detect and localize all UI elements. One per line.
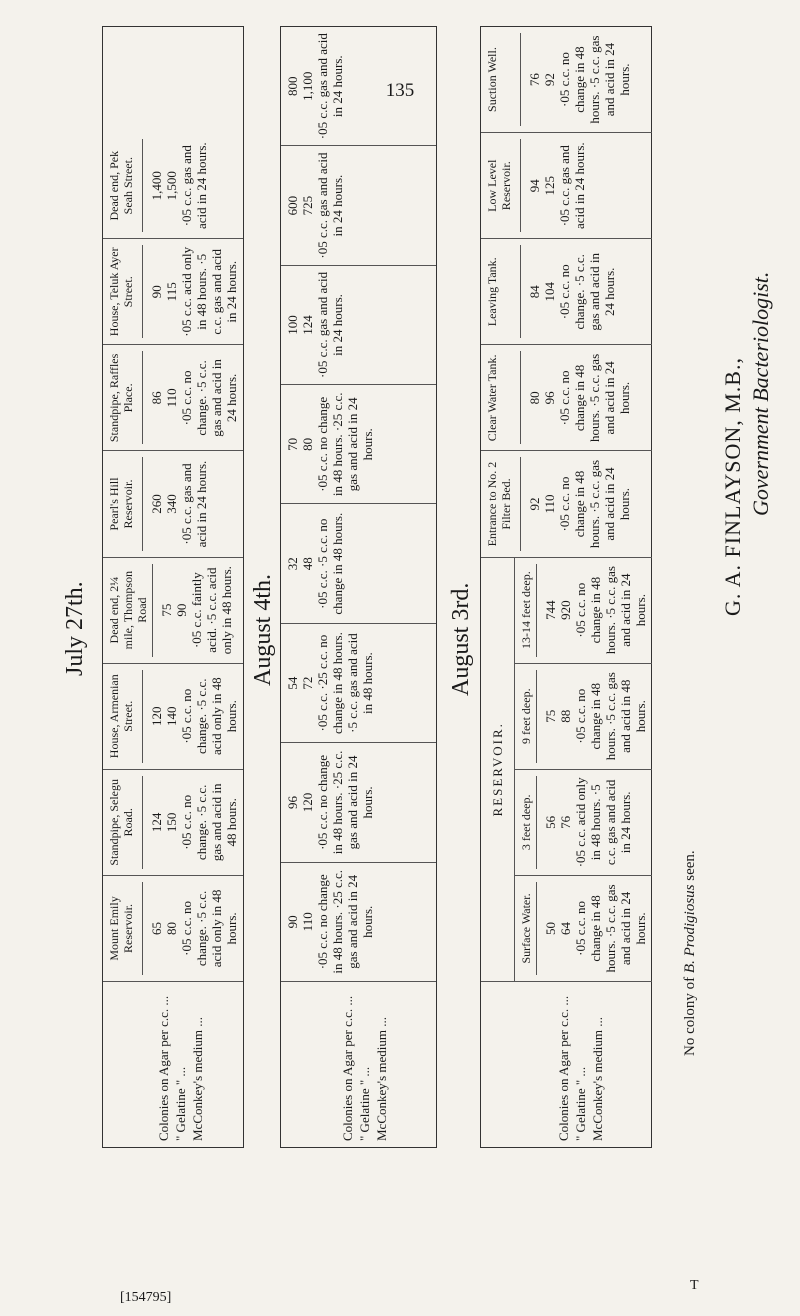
row-labels [103, 982, 243, 1147]
table-july-27 [102, 26, 244, 1148]
aug4-column-2 [281, 743, 436, 862]
gelatine-count: 110 [164, 388, 179, 408]
mcconkey-result: ·05 c.c. no change in 48 hours. ·5 c.c. gas and acid in 24 hours. [573, 566, 648, 655]
page-number: 135 [385, 80, 415, 101]
column-head: House, Teluk Ayer Street. [107, 245, 143, 338]
gelatine-count: 124 [300, 315, 315, 335]
aug4-column-1 [281, 863, 436, 982]
corner-mark: T [690, 1278, 699, 1293]
aug4-column-7 [281, 146, 436, 265]
mcconkey-result: ·05 c.c. no change in 48 hours. ·5 c.c. gas and acid in 24 hours. [557, 459, 632, 549]
gelatine-count: 90 [174, 603, 189, 617]
gelatine-count: 1,500 [164, 171, 179, 201]
gelatine-count: 140 [164, 706, 179, 726]
column-raffles-place [103, 345, 243, 451]
mcconkey-result: ·05 c.c. ·25 c.c. no change in 48 hours. ·5 c.c. gas and acid in 48 hours. [315, 632, 375, 734]
aug4-column-3 [281, 624, 436, 743]
gelatine-count: 125 [542, 175, 557, 196]
row-label-gelatine: " Gelatine " ... [357, 1066, 372, 1141]
agar-count: 50 [543, 921, 558, 935]
mcconkey-result: ·05 c.c. no change in 48 hours. ·5 c.c. gas and acid in 24 hours. [557, 353, 632, 442]
date-august-3: August 3rd. [448, 582, 474, 696]
agar-count: 76 [527, 73, 542, 87]
gelatine-count: 96 [542, 391, 557, 405]
mcconkey-result: ·05 c.c. gas and acid in 24 hours. [557, 142, 587, 230]
column-filter-bed-entrance [481, 451, 652, 557]
date-july-27: July 27th. [62, 581, 88, 676]
agar-count: 124 [149, 812, 164, 833]
mcconkey-result: ·05 c.c. no change in 48 hours. ·5 c.c. gas and acid in 24 hours. [573, 884, 648, 973]
row-labels [481, 982, 652, 1147]
mcconkey-result: ·05 c.c. gas and acid in 24 hours. [315, 33, 345, 140]
gelatine-count: 110 [542, 494, 557, 514]
column-low-level-reservoir [481, 133, 652, 239]
column-leaving-tank [481, 239, 652, 345]
table-august-3 [480, 26, 652, 1148]
table-august-4 [280, 26, 437, 1148]
column-surface-water [515, 876, 652, 982]
gelatine-count: 920 [558, 600, 573, 620]
row-label-gelatine: " Gelatine " ... [173, 1066, 188, 1141]
column-armenian-street [103, 664, 243, 770]
mcconkey-result: ·05 c.c. ·5 c.c. no change in 48 hours. [315, 512, 345, 615]
agar-count: 800 [285, 76, 300, 96]
gelatine-count: 1,100 [300, 71, 315, 101]
gelatine-count: 80 [300, 437, 315, 451]
gelatine-count: 88 [558, 709, 573, 723]
gelatine-count: 104 [542, 282, 557, 302]
agar-count: 1,400 [149, 171, 164, 201]
mcconkey-result: ·05 c.c. no change in 48 hours. ·5 c.c. gas and acid in 48 hours. [573, 672, 648, 761]
row-label-mcconkey: McConkey's medium ... [374, 1016, 389, 1141]
column-head: Dead end, 2¼ mile, Thompson Road [107, 564, 153, 657]
mcconkey-result: ·05 c.c. no change. ·5 c.c. acid only in 48 hours. [179, 677, 239, 756]
row-label-agar: Colonies on Agar per c.c. ... [156, 995, 171, 1141]
mcconkey-result: ·05 c.c. gas and acid in 24 hours. [179, 142, 209, 230]
column-head: Standpipe, Selegu Road. [107, 776, 143, 869]
column-9-feet-deep [515, 664, 652, 770]
column-head: Entrance to No. 2 Filter Bed. [485, 457, 521, 550]
column-head: Suction Well. [485, 33, 521, 126]
column-head: 3 feet deep. [519, 776, 537, 869]
column-head: Clear Water Tank. [485, 351, 521, 444]
gelatine-count: 150 [164, 812, 179, 833]
agar-count: 54 [285, 676, 300, 690]
mcconkey-result: ·05 c.c. no change in 48 hours. ·25 c.c. gas and acid in 24 hours. [315, 750, 375, 855]
signature-title: Government Bacteriologist. [748, 271, 773, 516]
mcconkey-result: ·05 c.c. acid only in 48 hours. ·5 c.c. gas and acid in 24 hours. [179, 246, 239, 337]
agar-count: 744 [543, 600, 558, 620]
agar-count: 65 [149, 921, 164, 935]
row-labels [281, 982, 436, 1147]
row-label-gelatine: " Gelatine " ... [573, 1066, 588, 1141]
signature-name: G. A. FINLAYSON, M.B., [720, 357, 745, 616]
agar-count: 86 [149, 391, 164, 405]
column-head: Mount Emily Reservoir. [107, 882, 143, 975]
gelatine-count: 92 [542, 73, 557, 87]
column-head: Standpipe, Raffles Place. [107, 351, 143, 444]
column-13-14-feet-deep [515, 558, 652, 664]
column-suction-well [481, 27, 652, 133]
row-label-agar: Colonies on Agar per c.c. ... [340, 995, 355, 1141]
mcconkey-result: ·05 c.c. no change. ·5 c.c. gas and acid in 48 hours. [179, 783, 239, 862]
mcconkey-result: ·05 c.c. no change. ·5 c.c. acid only in 48 hours. [179, 889, 239, 968]
footnote [682, 850, 699, 1056]
mcconkey-result: ·05 c.c. gas and acid in 24 hours. [179, 460, 209, 548]
column-selegu-road [103, 770, 243, 876]
gelatine-count: 48 [300, 557, 315, 571]
footnote-suffix: seen. [682, 850, 698, 885]
mcconkey-result: ·05 c.c. no change in 48 hours. ·25 c.c. gas and acid in 24 hours. [315, 870, 375, 974]
agar-count: 100 [285, 315, 300, 335]
column-thompson-road [103, 558, 243, 664]
gelatine-count: 72 [300, 676, 315, 690]
column-head: Low Level Reservoir. [485, 139, 521, 232]
agar-count: 75 [159, 603, 174, 617]
gelatine-count: 115 [164, 282, 179, 302]
row-label-agar: Colonies on Agar per c.c. ... [556, 995, 571, 1141]
reservoir-group-header: RESERVOIR. [481, 558, 515, 982]
row-label-mcconkey: McConkey's medium ... [590, 1016, 605, 1141]
row-label-mcconkey: McConkey's medium ... [190, 1016, 205, 1141]
agar-count: 94 [527, 179, 542, 193]
mcconkey-result: ·05 c.c. acid only in 48 hours. ·5 c.c. gas and acid in 24 hours. [573, 777, 633, 868]
agar-count: 80 [527, 391, 542, 405]
mcconkey-result: ·05 c.c. no change in 48 hours. ·25 c.c. gas and acid in 24 hours. [315, 392, 375, 497]
printer-mark: [154795] [120, 1290, 172, 1305]
agar-count: 90 [285, 915, 300, 929]
column-3-feet-deep [515, 770, 652, 876]
agar-count: 56 [543, 815, 558, 829]
agar-count: 70 [285, 437, 300, 451]
column-head: Leaving Tank. [485, 245, 521, 338]
agar-count: 84 [527, 285, 542, 299]
column-clear-water-tank [481, 345, 652, 451]
footnote-organism: B. Prodigiosus [682, 884, 698, 974]
agar-count: 600 [285, 195, 300, 216]
gelatine-count: 76 [558, 815, 573, 829]
gelatine-count: 340 [164, 494, 179, 514]
gelatine-count: 80 [164, 921, 179, 935]
column-head: Dead end, Pek Seah Street. [107, 139, 143, 232]
column-head: 9 feet deep. [519, 670, 537, 763]
mcconkey-result: ·05 c.c. gas and acid in 24 hours. [315, 152, 345, 259]
agar-count: 120 [149, 706, 164, 726]
column-mount-emily [103, 876, 243, 982]
agar-count: 90 [149, 285, 164, 299]
gelatine-count: 725 [300, 195, 315, 216]
column-head: House, Armenian Street. [107, 670, 143, 763]
column-teluk-ayer [103, 239, 243, 345]
agar-count: 32 [285, 557, 300, 571]
aug4-column-8 [281, 27, 436, 146]
agar-count: 260 [149, 494, 164, 514]
column-pek-seah [103, 133, 243, 239]
aug4-column-5 [281, 385, 436, 504]
agar-count: 96 [285, 795, 300, 809]
gelatine-count: 110 [300, 912, 315, 932]
column-head: Pearl's Hill Reservoir. [107, 457, 143, 550]
column-head: Surface Water. [519, 882, 537, 975]
aug4-column-6 [281, 266, 436, 385]
mcconkey-result: ·05 c.c. faintly acid. ·5 c.c. acid only in 48 hours. [189, 566, 234, 655]
footnote-prefix: No colony of [682, 973, 698, 1056]
agar-count: 75 [543, 709, 558, 723]
mcconkey-result: ·05 c.c. gas and acid in 24 hours. [315, 271, 345, 378]
agar-count: 92 [527, 497, 542, 511]
column-pearls-hill [103, 451, 243, 557]
date-august-4: August 4th. [250, 573, 276, 686]
mcconkey-result: ·05 c.c. no change in 48 hours. ·5 c.c. gas and acid in 24 hours. [557, 35, 632, 124]
aug4-column-4 [281, 505, 436, 624]
gelatine-count: 120 [300, 792, 315, 813]
mcconkey-result: ·05 c.c. no change. ·5 c.c. gas and acid in 24 hours. [179, 359, 239, 437]
column-head: 13-14 feet deep. [519, 564, 537, 657]
gelatine-count: 64 [558, 921, 573, 935]
mcconkey-result: ·05 c.c. no change. ·5 c.c. gas and acid in 24 hours. [557, 252, 617, 331]
